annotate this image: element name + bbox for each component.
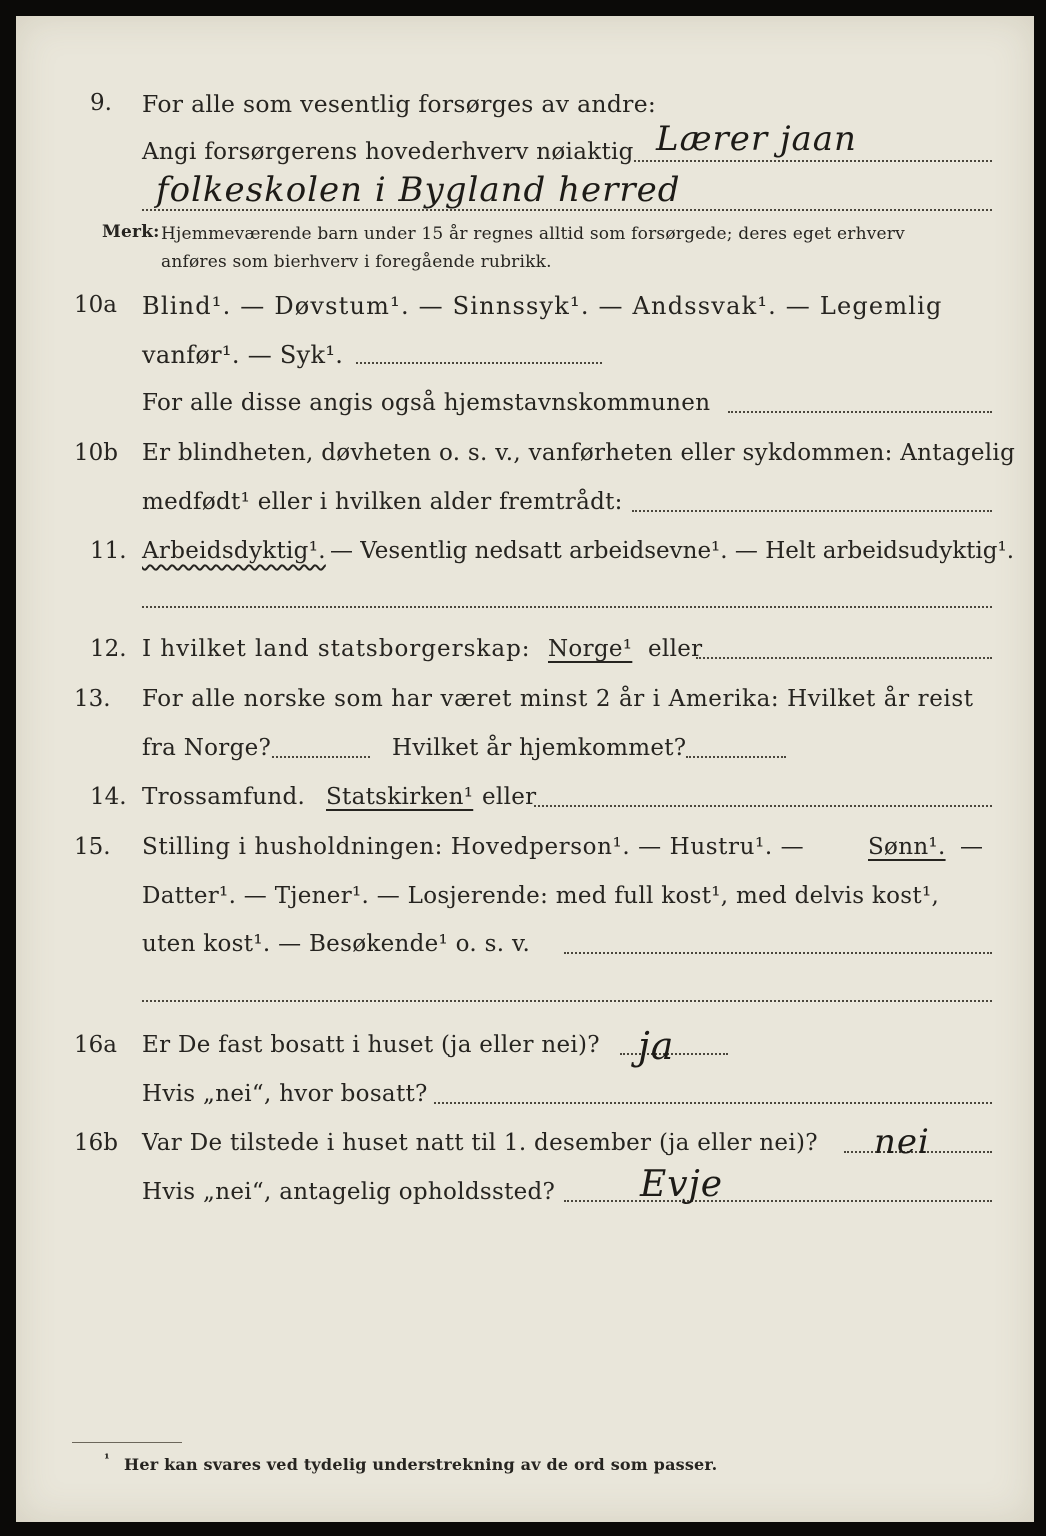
q14-prefix: Trossamfund. <box>142 784 306 810</box>
q10b-line2: medfødt¹ eller i hvilken alder fremtrådt: <box>142 489 623 515</box>
q13-line2a: fra Norge? <box>142 735 272 761</box>
footnote-mark: ¹ <box>104 1452 110 1467</box>
q11-number: 11. <box>90 538 127 564</box>
q10a-answer-line2 <box>728 411 992 413</box>
q13-year-left-line <box>272 756 370 758</box>
q15-line2: Datter¹. — Tjener¹. — Losjerende: med full kost¹, med delvis kost¹, <box>142 883 940 909</box>
q10b-line1: Er blindheten, døvheten o. s. v., vanførheten eller sykdommen: Antagelig <box>142 440 1016 466</box>
q11-selected-option: Arbeidsdyktig¹. <box>142 538 326 564</box>
q9-handwritten-occupation-2: folkeskolen i Bygland herred <box>156 170 681 210</box>
q15-line1c: — <box>960 834 984 860</box>
q11-other-options: — Vesentlig nedsatt arbeidsevne¹. — Helt arbeidsudyktig¹. <box>330 538 1015 564</box>
q12-answer-line <box>696 657 992 659</box>
q15-answer-line1 <box>564 952 992 954</box>
q10a-line3: For alle disse angis også hjemstavnskommunen <box>142 390 711 416</box>
q14-number: 14. <box>90 784 127 810</box>
q13-line2b: Hvilket år hjemkommet? <box>392 735 687 761</box>
q16b-line1: Var De tilstede i huset natt til 1. desember (ja eller nei)? <box>142 1130 818 1156</box>
q9-handwritten-occupation-1: Lærer jaan <box>656 119 857 159</box>
q12-suffix: eller <box>648 636 703 662</box>
q10a-line2: vanfør¹. — Syk¹. <box>142 341 344 369</box>
q14-suffix: eller <box>482 784 537 810</box>
q15-line1a: Stilling i husholdningen: Hovedperson¹. — Hustru¹. — <box>142 834 805 860</box>
q10b-answer-line <box>632 510 992 512</box>
q16a-answer-line2 <box>434 1102 992 1104</box>
q9-number: 9. <box>90 90 112 116</box>
q16b-line2: Hvis „nei“, antagelig opholdssted? <box>142 1179 556 1205</box>
census-form-page <box>16 16 1034 1522</box>
q9-line1: For alle som vesentlig forsørges av andre: <box>142 90 657 118</box>
q14-selected-option: Statskirken¹ <box>326 784 474 810</box>
q10a-number: 10a <box>74 292 117 318</box>
q16b-number: 16b <box>74 1130 118 1156</box>
q15-selected-option: Sønn¹. <box>868 834 946 860</box>
q12-selected-option: Norge¹ <box>548 636 633 662</box>
q13-year-returned-line <box>686 756 786 758</box>
q13-number: 13. <box>74 686 111 712</box>
merk-line1: Hjemmeværende barn under 15 år regnes alltid som forsørgede; deres eget erhverv <box>161 224 905 244</box>
q12-prefix: I hvilket land statsborgerskap: <box>142 636 531 662</box>
q9-answer-line1 <box>634 160 992 162</box>
q14-answer-line <box>534 805 992 807</box>
q15-line3: uten kost¹. — Besøkende¹ o. s. v. <box>142 931 531 957</box>
q11-answer-line <box>142 606 992 608</box>
q16a-number: 16a <box>74 1032 117 1058</box>
q15-answer-line2 <box>142 1000 992 1002</box>
merk-label: Merk: <box>102 222 160 242</box>
q16b-handwritten-place: Evje <box>640 1164 724 1205</box>
q9-line2: Angi forsørgerens hovederhverv nøiaktig <box>142 139 634 165</box>
q10a-answer-line1 <box>356 362 602 364</box>
q12-number: 12. <box>90 636 127 662</box>
q16b-answer-line2 <box>564 1200 992 1202</box>
q10a-line1: Blind¹. — Døvstum¹. — Sinnssyk¹. — Andssvak¹. — Legemlig <box>142 292 943 320</box>
q13-line1: For alle norske som har været minst 2 år i Amerika: Hvilket år reist <box>142 686 974 712</box>
q16a-handwritten-answer: ja <box>638 1024 675 1068</box>
footnote-rule <box>72 1442 182 1443</box>
q16a-line2: Hvis „nei“, hvor bosatt? <box>142 1081 428 1107</box>
q10b-number: 10b <box>74 440 118 466</box>
merk-line2: anføres som bierhverv i foregående rubrikk. <box>161 252 552 272</box>
q15-number: 15. <box>74 834 111 860</box>
footnote-text: Her kan svares ved tydelig understrekning av de ord som passer. <box>124 1455 718 1474</box>
q16a-line1: Er De fast bosatt i huset (ja eller nei)? <box>142 1032 600 1058</box>
q16b-handwritten-answer: nei <box>874 1122 930 1162</box>
